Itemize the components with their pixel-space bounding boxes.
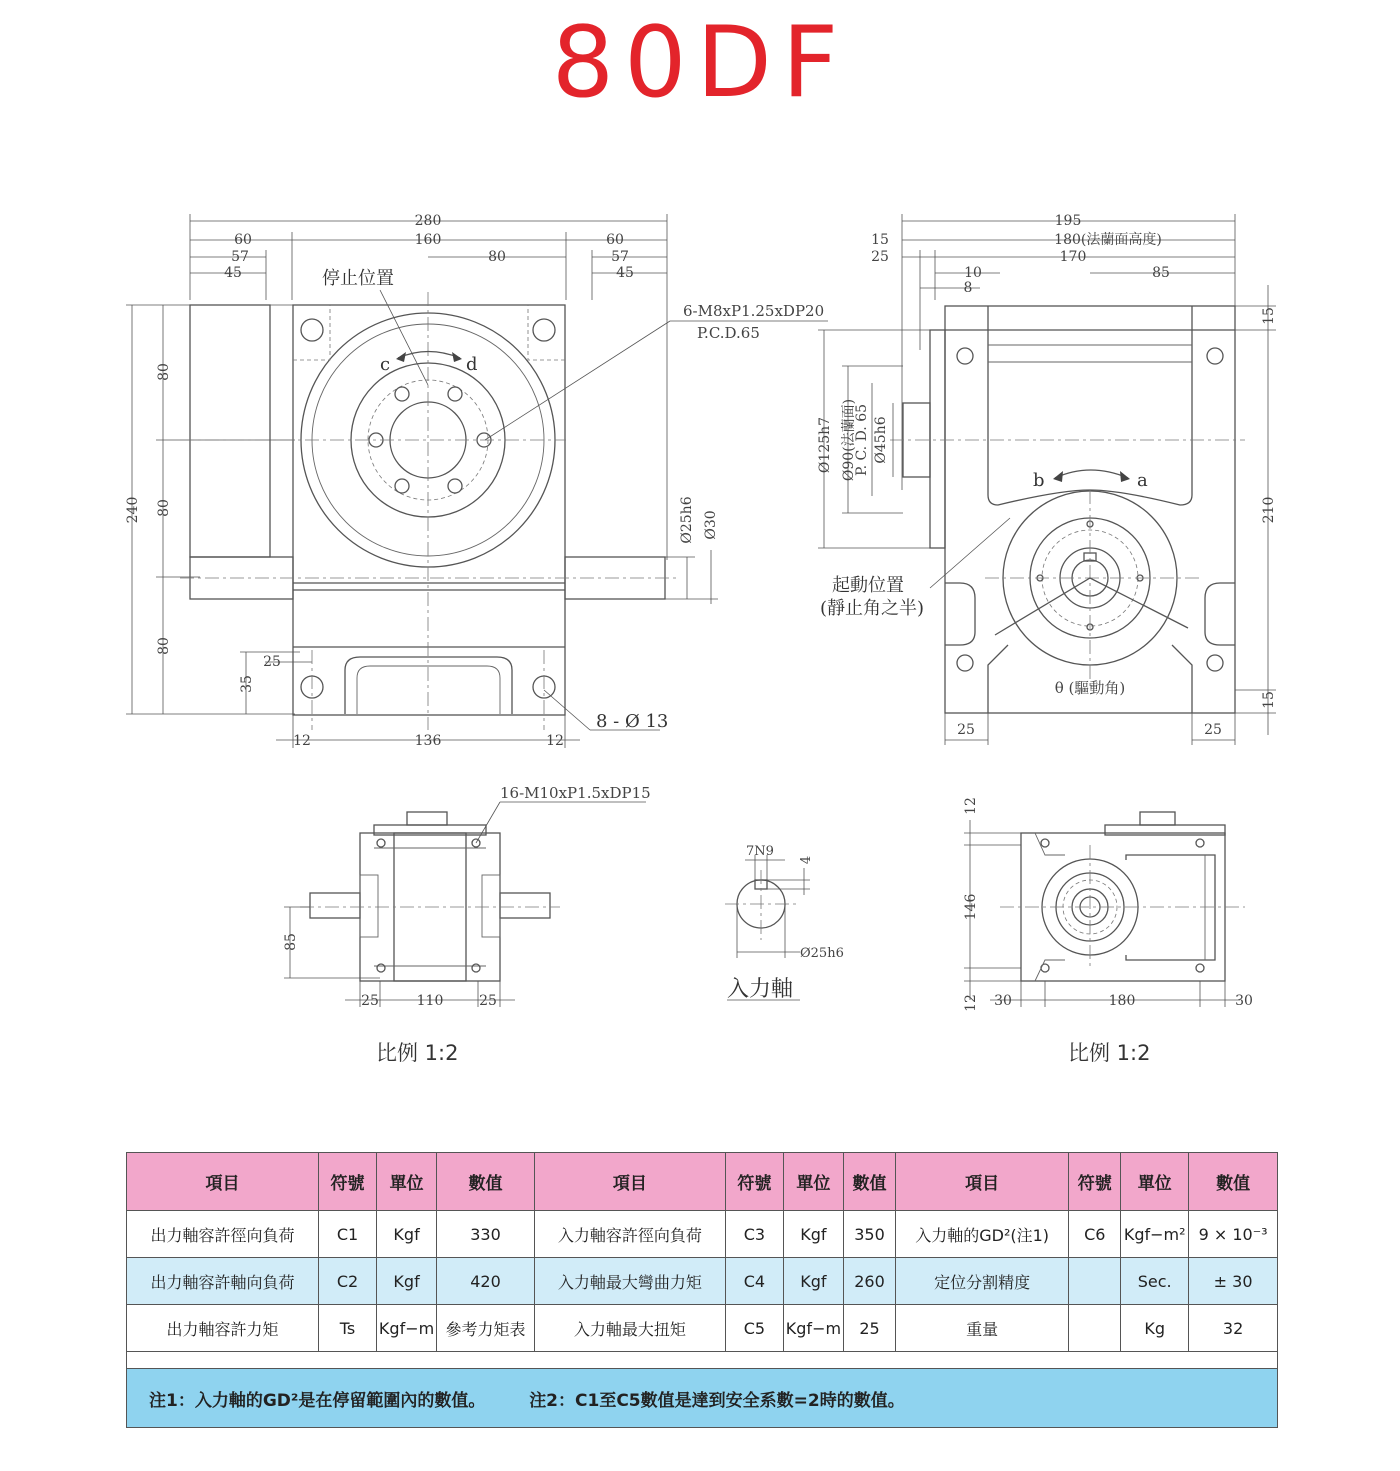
header-cell: 數值 bbox=[844, 1153, 896, 1211]
label-theta: θ (驅動角) bbox=[1054, 679, 1126, 697]
table-cell: 重量 bbox=[895, 1305, 1068, 1352]
header-cell: 符號 bbox=[725, 1153, 783, 1211]
table-cell: Kgf bbox=[376, 1258, 436, 1305]
table-cell: 9 × 10⁻³ bbox=[1189, 1211, 1278, 1258]
dim-30-left: 30 bbox=[994, 993, 1012, 1009]
table-cell: 出力軸容許軸向負荷 bbox=[127, 1258, 319, 1305]
table-cell: 260 bbox=[844, 1258, 896, 1305]
dim-210: 210 bbox=[1261, 496, 1277, 524]
label-tap-16m10: 16-M10xP1.5xDP15 bbox=[500, 784, 651, 802]
dim-160: 160 bbox=[414, 232, 442, 248]
dim-180-flange: 180(法蘭面高度) bbox=[1054, 232, 1162, 248]
dim-25-bl: 25 bbox=[361, 993, 379, 1009]
table-cell: C1 bbox=[319, 1211, 377, 1258]
dim-45-right: 45 bbox=[616, 265, 634, 281]
dim-80: 80 bbox=[488, 249, 506, 265]
bottom-view bbox=[283, 784, 651, 1009]
dim-12-top-rs: 12 bbox=[963, 797, 979, 815]
header-cell: 符號 bbox=[319, 1153, 377, 1211]
table-cell: Sec. bbox=[1121, 1258, 1189, 1305]
dim-15-top-right: 15 bbox=[1261, 307, 1277, 325]
label-b: b bbox=[1033, 470, 1045, 491]
table-cell: C4 bbox=[725, 1258, 783, 1305]
table-cell: Kgf−m bbox=[783, 1305, 843, 1352]
dim-85: 85 bbox=[1152, 265, 1170, 281]
dim-85-bottom: 85 bbox=[283, 933, 299, 951]
dim-25-top: 25 bbox=[871, 249, 889, 265]
table-cell: C5 bbox=[725, 1305, 783, 1352]
dim-146: 146 bbox=[963, 893, 979, 921]
dim-170: 170 bbox=[1059, 249, 1087, 265]
dim-30-right: 30 bbox=[1235, 993, 1253, 1009]
table-cell: 入力軸最大扭矩 bbox=[534, 1305, 725, 1352]
table-spacer-row bbox=[127, 1352, 1278, 1369]
header-cell: 單位 bbox=[376, 1153, 436, 1211]
dim-15: 15 bbox=[871, 232, 889, 248]
table-cell: C2 bbox=[319, 1258, 377, 1305]
table-cell bbox=[1069, 1305, 1121, 1352]
dim-240: 240 bbox=[125, 496, 141, 524]
table-cell: 420 bbox=[437, 1258, 535, 1305]
table-header-row bbox=[127, 1153, 1278, 1211]
dim-pcd65-side: P. C. D. 65 bbox=[854, 403, 870, 477]
dim-80-a: 80 bbox=[156, 363, 172, 381]
dim-45-left: 45 bbox=[224, 265, 242, 281]
dim-12-left: 12 bbox=[293, 733, 311, 749]
page-title: 80DF bbox=[551, 6, 849, 120]
dim-15-bottom-right: 15 bbox=[1261, 691, 1277, 709]
table-cell: ± 30 bbox=[1189, 1258, 1278, 1305]
table-cell: 330 bbox=[437, 1211, 535, 1258]
dim-110: 110 bbox=[416, 993, 444, 1009]
header-cell: 數值 bbox=[437, 1153, 535, 1211]
dim-136: 136 bbox=[414, 733, 442, 749]
input-shaft-detail bbox=[725, 844, 844, 1002]
table-cell: 25 bbox=[844, 1305, 896, 1352]
table-cell: 定位分割精度 bbox=[895, 1258, 1068, 1305]
dim-90-flange: Ø90(法蘭面) bbox=[841, 398, 857, 482]
table-cell: Kgf bbox=[783, 1258, 843, 1305]
label-input-shaft: 入力軸 bbox=[727, 977, 794, 1002]
label-start-position: 起動位置 bbox=[832, 575, 904, 596]
label-half-dwell: (靜止角之半) bbox=[820, 598, 925, 619]
label-a: a bbox=[1137, 470, 1148, 491]
table-cell: 350 bbox=[844, 1211, 896, 1258]
dim-25: 25 bbox=[263, 654, 281, 670]
dim-10: 10 bbox=[964, 265, 982, 281]
dim-12-right: 12 bbox=[546, 733, 564, 749]
table-cell: 出力軸容許徑向負荷 bbox=[127, 1211, 319, 1258]
dim-57-right: 57 bbox=[611, 249, 629, 265]
table-cell: C6 bbox=[1069, 1211, 1121, 1258]
table-row bbox=[127, 1258, 1278, 1305]
dim-80-c: 80 bbox=[156, 637, 172, 655]
dim-25-bottom-left: 25 bbox=[957, 722, 975, 738]
header-cell: 單位 bbox=[783, 1153, 843, 1211]
spec-table bbox=[126, 1152, 1278, 1428]
dim-280: 280 bbox=[414, 213, 442, 229]
label-stop-position: 停止位置 bbox=[322, 268, 394, 289]
dim-60-right: 60 bbox=[606, 232, 624, 248]
scale-label-left: 比例 1:2 bbox=[376, 1041, 459, 1065]
dim-60-left: 60 bbox=[234, 232, 252, 248]
dim-25h6-input: Ø25h6 bbox=[800, 946, 844, 961]
table-cell: 出力軸容許力矩 bbox=[127, 1305, 319, 1352]
dim-25-br: 25 bbox=[479, 993, 497, 1009]
header-cell: 數值 bbox=[1189, 1153, 1278, 1211]
header-cell: 符號 bbox=[1069, 1153, 1121, 1211]
dim-8: 8 bbox=[963, 280, 973, 296]
table-cell: Kg bbox=[1121, 1305, 1189, 1352]
dim-25-bottom-right: 25 bbox=[1204, 722, 1222, 738]
label-pcd65: P.C.D.65 bbox=[697, 324, 760, 342]
table-note-row bbox=[127, 1369, 1278, 1428]
header-cell: 項目 bbox=[534, 1153, 725, 1211]
dim-4: 4 bbox=[799, 855, 814, 865]
header-cell: 單位 bbox=[1121, 1153, 1189, 1211]
table-cell bbox=[1069, 1258, 1121, 1305]
note-1: 注1：入力軸的GD²是在停留範圍內的數值。 bbox=[149, 1390, 486, 1411]
dim-shaft-30: Ø30 bbox=[703, 510, 719, 540]
label-c: c bbox=[380, 354, 391, 375]
header-cell: 項目 bbox=[127, 1153, 319, 1211]
table-cell: 參考力矩表 bbox=[437, 1305, 535, 1352]
table-row bbox=[127, 1305, 1278, 1352]
table-cell: 入力軸最大彎曲力矩 bbox=[534, 1258, 725, 1305]
label-d: d bbox=[466, 354, 478, 375]
table-cell: Kgf−m bbox=[376, 1305, 436, 1352]
scale-label-right: 比例 1:2 bbox=[1068, 1041, 1151, 1065]
dim-7n9: 7N9 bbox=[746, 844, 774, 859]
dim-12-bottom-rs: 12 bbox=[963, 994, 979, 1012]
dim-195: 195 bbox=[1054, 213, 1082, 229]
table-cell: 32 bbox=[1189, 1305, 1278, 1352]
table-cell: 入力軸容許徑向負荷 bbox=[534, 1211, 725, 1258]
dim-57-left: 57 bbox=[231, 249, 249, 265]
table-cell: Kgf bbox=[783, 1211, 843, 1258]
note-2: 注2：C1至C5數值是達到安全系數=2時的數值。 bbox=[529, 1390, 905, 1411]
dim-35: 35 bbox=[239, 675, 255, 693]
table-cell: Kgf bbox=[376, 1211, 436, 1258]
dim-125h7: Ø125h7 bbox=[817, 416, 833, 474]
table-cell: Ts bbox=[319, 1305, 377, 1352]
table-cell: 入力軸的GD²(注1) bbox=[895, 1211, 1068, 1258]
table-row bbox=[127, 1211, 1278, 1258]
dim-80-b: 80 bbox=[156, 499, 172, 517]
label-holes-8: 8 - Ø 13 bbox=[596, 711, 669, 732]
header-cell: 項目 bbox=[895, 1153, 1068, 1211]
label-tap-6m8: 6-M8xP1.25xDP20 bbox=[683, 302, 825, 320]
dim-45h6: Ø45h6 bbox=[873, 416, 889, 464]
dim-180-rs: 180 bbox=[1108, 993, 1136, 1009]
side-view bbox=[817, 213, 1277, 745]
table-cell: Kgf−m² bbox=[1121, 1211, 1189, 1258]
right-small-view bbox=[963, 797, 1253, 1012]
front-view bbox=[125, 213, 828, 749]
table-cell: C3 bbox=[725, 1211, 783, 1258]
dim-shaft-25h6: Ø25h6 bbox=[679, 496, 695, 544]
